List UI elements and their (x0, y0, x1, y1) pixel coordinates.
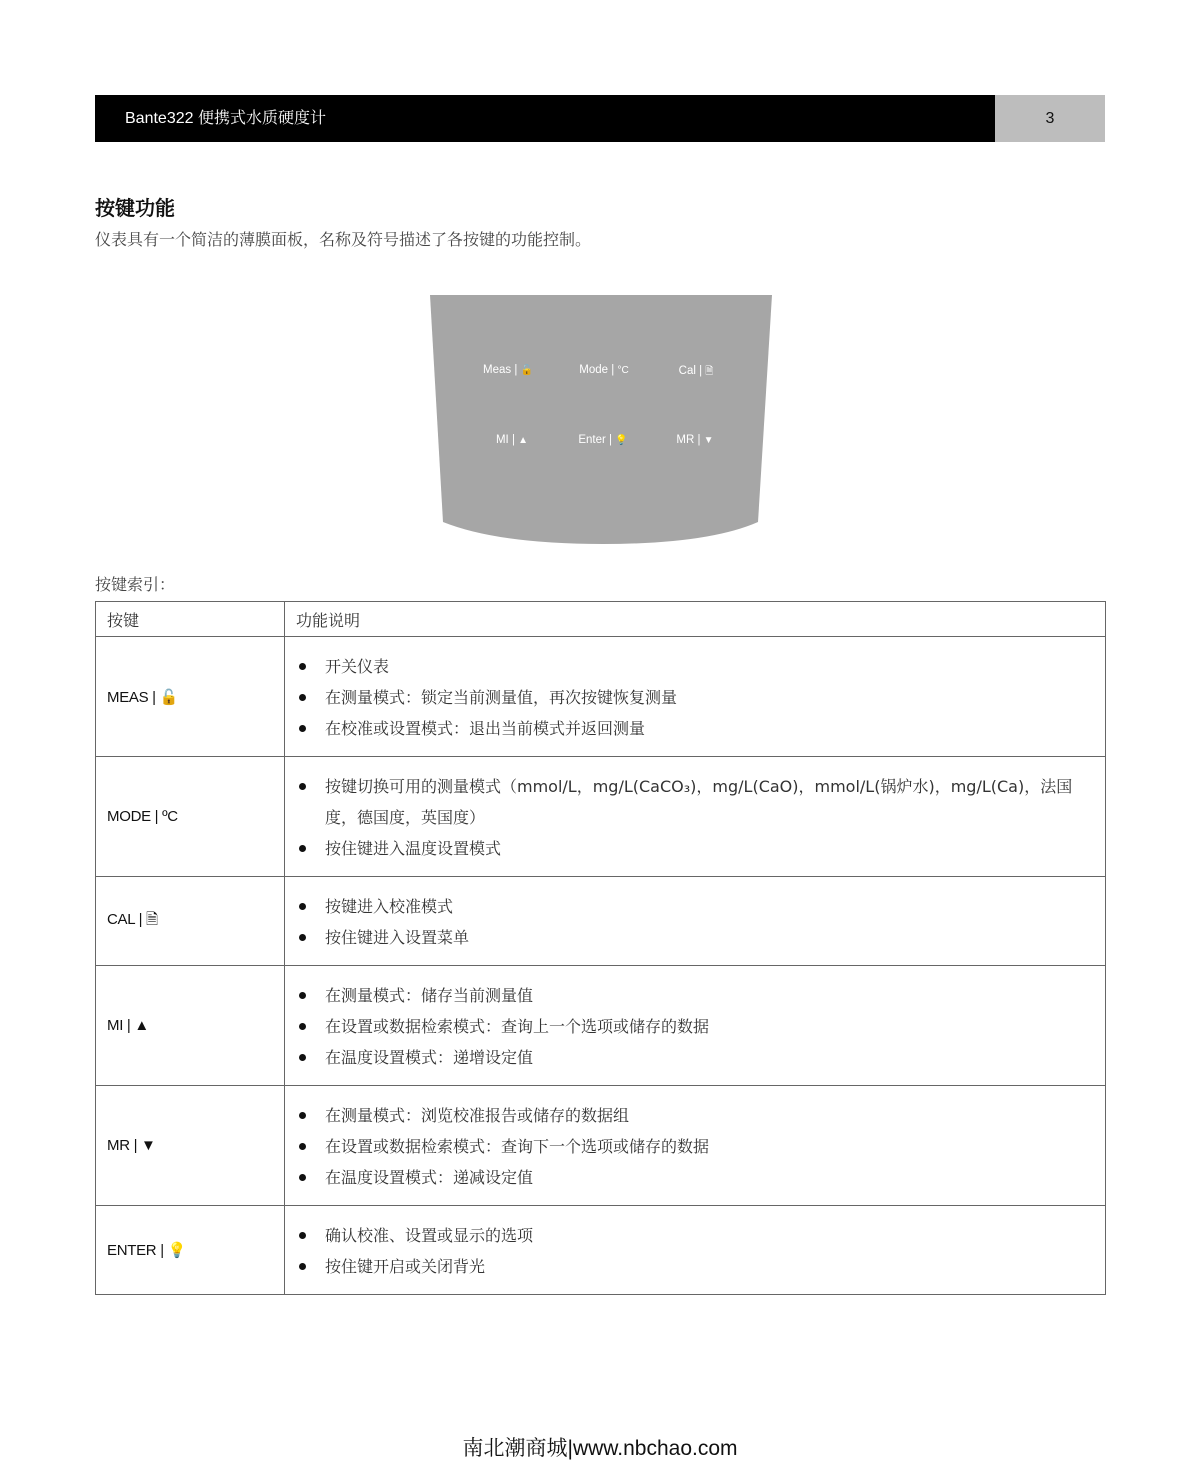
key-index-label: 按键索引： (95, 575, 176, 594)
panel-key-mr: MR | ▼ (676, 434, 714, 446)
key-name-enter: ENTER | 💡 (96, 1206, 285, 1295)
list-item: 按住键进入设置菜单 (296, 922, 1094, 953)
panel-key-mode: Mode | °C (579, 364, 629, 376)
table-row (96, 1086, 1106, 1206)
table-row (96, 757, 1106, 877)
key-description (285, 637, 1106, 757)
key-name-mr: MR | ▼ (96, 1086, 285, 1206)
key-description (285, 877, 1106, 966)
table-header-description: 功能说明 (285, 602, 1106, 637)
list-item: 在校准或设置模式：退出当前模式并返回测量 (296, 713, 1094, 744)
list-item: 在测量模式：储存当前测量值 (296, 980, 1094, 1011)
key-name-cal: CAL | 🗎 (96, 877, 285, 966)
key-name-mi: MI | ▲ (96, 966, 285, 1086)
key-description (285, 966, 1106, 1086)
section-title: 按键功能 (95, 196, 175, 220)
table-header-key: 按键 (96, 602, 285, 637)
document-icon: 🗎 (705, 366, 714, 377)
key-name-mode: MODE | ºC (96, 757, 285, 877)
key-function-table (95, 601, 1106, 1295)
list-item: 在测量模式：浏览校准报告或储存的数据组 (296, 1100, 1094, 1131)
key-name-meas: MEAS | 🔓 (96, 637, 285, 757)
key-description (285, 1206, 1106, 1295)
list-item: 在设置或数据检索模式：查询下一个选项或储存的数据 (296, 1131, 1094, 1162)
list-item: 按键切换可用的测量模式（mmol/L，mg/L(CaCO₃)，mg/L(CaO)，mmol/L(锅炉水)，mg/L(Ca)，法国度，德国度，英国度） (296, 771, 1094, 833)
key-description (285, 1086, 1106, 1206)
keypad-panel-illustration (428, 294, 774, 546)
table-row (96, 966, 1106, 1086)
footer-watermark: 南北潮商城|www.nbchao.com (462, 1437, 738, 1460)
list-item: 在测量模式：锁定当前测量值，再次按键恢复测量 (296, 682, 1094, 713)
panel-key-cal: Cal | 🗎 (678, 365, 714, 377)
header-title: Bante322 便携式水质硬度计 (95, 95, 995, 142)
section-intro: 仪表具有一个简洁的薄膜面板，名称及符号描述了各按键的功能控制。 (95, 230, 592, 249)
panel-key-mi: MI | ▲ (495, 434, 529, 446)
up-triangle-icon: ▲ (518, 435, 529, 446)
list-item: 按住键进入温度设置模式 (296, 833, 1094, 864)
panel-key-enter: Enter | 💡 (578, 434, 628, 446)
bulb-icon: 💡 (615, 435, 628, 446)
page-header (95, 95, 1105, 142)
down-triangle-icon: ▼ (703, 435, 714, 446)
panel-key-meas: Meas | 🔓 (483, 364, 533, 376)
table-row (96, 877, 1106, 966)
lock-icon: 🔓 (520, 365, 533, 376)
table-header-row (96, 602, 1106, 637)
list-item: 确认校准、设置或显示的选项 (296, 1220, 1094, 1251)
celsius-icon: °C (617, 365, 629, 376)
list-item: 在温度设置模式：递增设定值 (296, 1042, 1094, 1073)
list-item: 按住键开启或关闭背光 (296, 1251, 1094, 1282)
list-item: 在设置或数据检索模式：查询上一个选项或储存的数据 (296, 1011, 1094, 1042)
page-number: 3 (995, 95, 1105, 142)
keypad-panel-shape (428, 294, 774, 546)
key-description (285, 757, 1106, 877)
list-item: 开关仪表 (296, 651, 1094, 682)
list-item: 在温度设置模式：递减设定值 (296, 1162, 1094, 1193)
table-row (96, 637, 1106, 757)
list-item: 按键进入校准模式 (296, 891, 1094, 922)
table-row (96, 1206, 1106, 1295)
